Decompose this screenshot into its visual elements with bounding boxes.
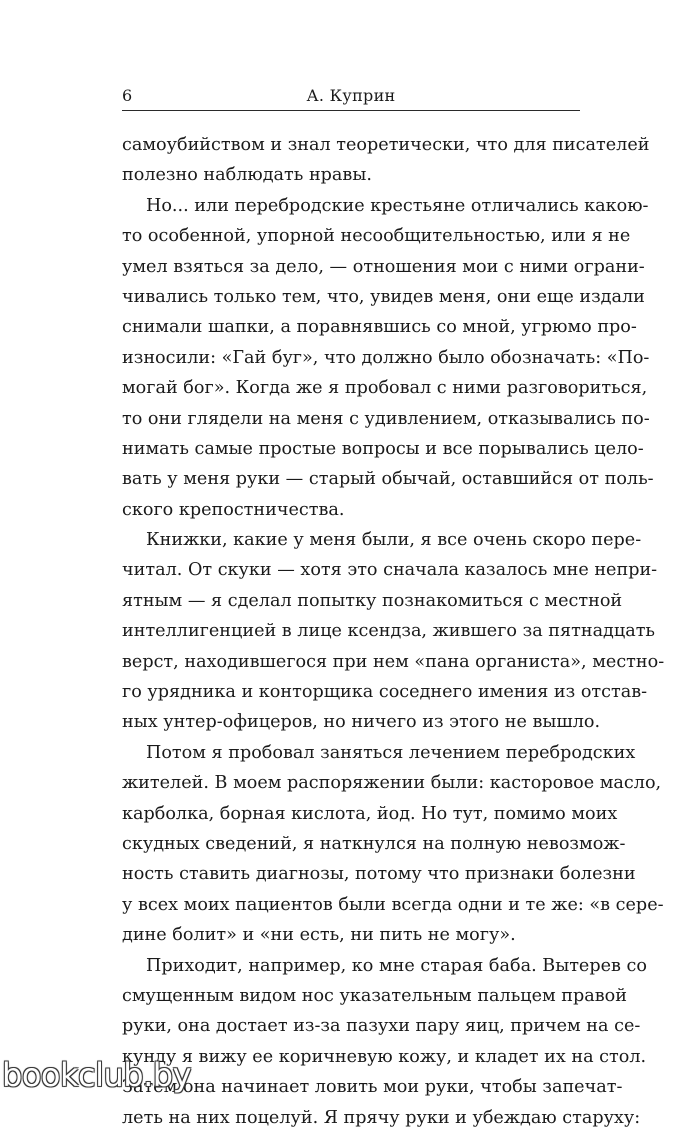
text-line: полезно наблюдать нравы. xyxy=(122,165,372,186)
text-line: чивались только тем, что, увидев меня, они еще издали xyxy=(122,286,645,307)
text-line: Потом я пробовал заняться лечением перебродских xyxy=(146,742,636,763)
text-line: кунду я вижу ее коричневую кожу, и кладет их на стол. xyxy=(122,1046,647,1067)
running-head xyxy=(122,84,580,108)
watermark: bookclub.by xyxy=(2,1056,191,1094)
text-line: интеллигенцией в лице ксендза, жившего за пятнадцать xyxy=(122,621,656,642)
text-line: леть на них поцелуй. Я прячу руки и убеждаю старуху: xyxy=(122,1107,641,1128)
text-line: то они глядели на меня с удивлением, отказывались по- xyxy=(122,408,650,429)
page-number: 6 xyxy=(122,86,133,105)
text-line: дине болит» и «ни есть, ни пить не могу». xyxy=(122,925,516,946)
text-line: умел взяться за дело, — отношения мои с ними ограни- xyxy=(122,256,645,277)
text-line: могай бог». Когда же я пробовал с ними разговориться, xyxy=(122,378,648,399)
text-line: скудных сведений, я наткнулся на полную невозмож- xyxy=(122,833,626,854)
text-line: смущенным видом нос указательным пальцем правой xyxy=(122,985,627,1006)
running-head-author: А. Куприн xyxy=(306,86,396,105)
text-line: верст, находившегося при нем «пана органиста», местно- xyxy=(122,651,665,672)
header-rule xyxy=(122,110,580,111)
text-line: Книжки, какие у меня были, я все очень скоро пере- xyxy=(146,530,642,551)
text-line: ных унтер-офицеров, но ничего из этого не вышло. xyxy=(122,712,601,733)
text-line: у всех моих пациентов были всегда одни и те же: «в сере- xyxy=(122,894,664,915)
text-line: Затем она начинает ловить мои руки, чтобы запечат- xyxy=(122,1077,623,1098)
text-line: карболка, борная кислота, йод. Но тут, помимо моих xyxy=(122,803,618,824)
text-line: снимали шапки, а поравнявшись со мной, угрюмо про- xyxy=(122,317,637,338)
text-line: нимать самые простые вопросы и все порывались цело- xyxy=(122,438,644,459)
text-line: то особенной, упорной несообщительностью, или я не xyxy=(122,226,631,247)
text-line: читал. От скуки — хотя это сначала казалось мне непри- xyxy=(122,560,658,581)
text-line: Приходит, например, ко мне старая баба. Вытерев со xyxy=(146,955,647,976)
text-line: ского крепостничества. xyxy=(122,499,345,520)
text-line: ятным — я сделал попытку познакомиться с местной xyxy=(122,590,623,611)
text-line: самоубийством и знал теоретически, что для писателей xyxy=(122,135,650,155)
text-line: руки, она достает из-за пазухи пару яиц, причем на се- xyxy=(122,1016,641,1037)
text-line: жителей. В моем распоряжении были: касторовое масло, xyxy=(122,773,662,794)
text-line: износили: «Гай буг», что должно было обозначать: «По- xyxy=(122,347,650,368)
text-line: вать у меня руки — старый обычай, оставшийся от поль- xyxy=(122,469,654,490)
body-text xyxy=(122,130,665,1133)
text-line: Но... или перебродские крестьяне отличались какою- xyxy=(146,195,649,216)
text-line: ность ставить диагнозы, потому что признаки болезни xyxy=(122,864,636,885)
text-line: го урядника и конторщика соседнего имения из отстав- xyxy=(122,682,648,703)
